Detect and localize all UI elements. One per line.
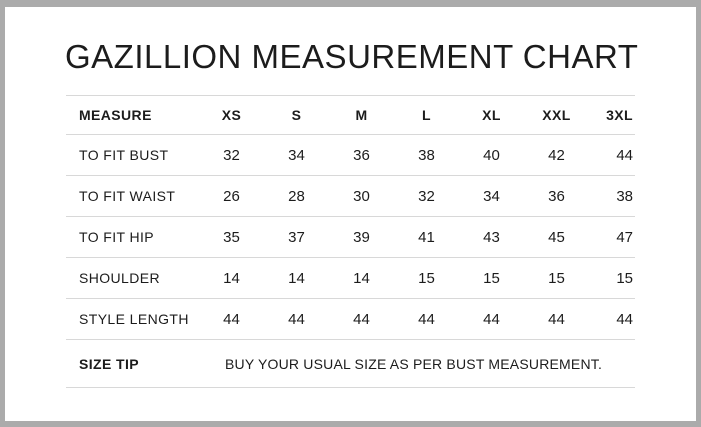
- measurement-cell: 45: [524, 217, 589, 258]
- measurement-cell: 44: [589, 299, 635, 340]
- row-label: STYLE LENGTH: [66, 299, 199, 340]
- column-header-3xl: 3XL: [589, 96, 635, 135]
- table-row-waist: [66, 176, 635, 217]
- measurement-cell: 44: [589, 135, 635, 176]
- measurement-cell: 36: [329, 135, 394, 176]
- column-header-m: M: [329, 96, 394, 135]
- size-tip-text: BUY YOUR USUAL SIZE AS PER BUST MEASUREMENT.: [199, 340, 635, 388]
- measurement-cell: 15: [524, 258, 589, 299]
- measurement-cell: 44: [264, 299, 329, 340]
- measurement-cell: 44: [524, 299, 589, 340]
- measurement-cell: 14: [329, 258, 394, 299]
- measurement-cell: 39: [329, 217, 394, 258]
- column-header-xs: XS: [199, 96, 264, 135]
- row-label: TO FIT WAIST: [66, 176, 199, 217]
- page-title: GAZILLION MEASUREMENT CHART: [65, 38, 639, 75]
- column-header-l: L: [394, 96, 459, 135]
- column-header-s: S: [264, 96, 329, 135]
- measurement-cell: 15: [459, 258, 524, 299]
- table-row-hip: [66, 217, 635, 258]
- measurement-cell: 38: [394, 135, 459, 176]
- column-header-xxl: XXL: [524, 96, 589, 135]
- column-header-measure: MEASURE: [66, 96, 199, 135]
- measurement-cell: 30: [329, 176, 394, 217]
- measurement-cell: 34: [459, 176, 524, 217]
- measurement-cell: 15: [394, 258, 459, 299]
- measurement-cell: 15: [589, 258, 635, 299]
- row-label: SHOULDER: [66, 258, 199, 299]
- measurement-cell: 14: [199, 258, 264, 299]
- table-header-row: [66, 96, 635, 135]
- table-row-bust: [66, 135, 635, 176]
- measurement-cell: 34: [264, 135, 329, 176]
- measurement-table: [66, 95, 635, 388]
- measurement-cell: 42: [524, 135, 589, 176]
- measurement-cell: 44: [329, 299, 394, 340]
- measurement-cell: 37: [264, 217, 329, 258]
- measurement-cell: 47: [589, 217, 635, 258]
- measurement-cell: 26: [199, 176, 264, 217]
- measurement-cell: 44: [394, 299, 459, 340]
- measurement-cell: 32: [199, 135, 264, 176]
- measurement-cell: 44: [459, 299, 524, 340]
- measurement-cell: 43: [459, 217, 524, 258]
- column-header-xl: XL: [459, 96, 524, 135]
- row-label: TO FIT BUST: [66, 135, 199, 176]
- measurement-cell: 40: [459, 135, 524, 176]
- measurement-cell: 38: [589, 176, 635, 217]
- measurement-cell: 36: [524, 176, 589, 217]
- row-label: TO FIT HIP: [66, 217, 199, 258]
- measurement-cell: 32: [394, 176, 459, 217]
- measurement-cell: 44: [199, 299, 264, 340]
- measurement-cell: 14: [264, 258, 329, 299]
- chart-panel: [5, 7, 696, 421]
- measurement-cell: 41: [394, 217, 459, 258]
- measurement-cell: 28: [264, 176, 329, 217]
- table-row-style-length: [66, 299, 635, 340]
- size-tip-row: [66, 340, 635, 388]
- table-row-shoulder: [66, 258, 635, 299]
- measurement-cell: 35: [199, 217, 264, 258]
- size-tip-label: SIZE TIP: [66, 340, 199, 388]
